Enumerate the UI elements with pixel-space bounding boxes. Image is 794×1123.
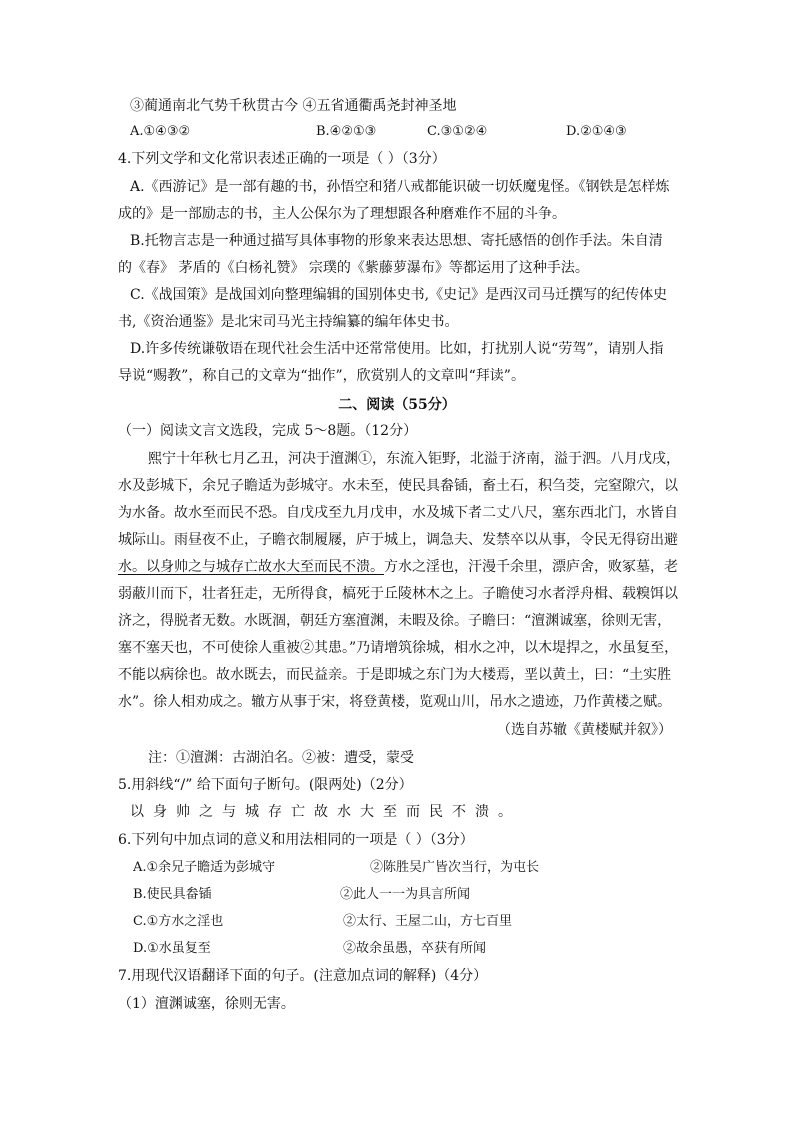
q6-option-a-left: A.①余兄子瞻适为彭城守 xyxy=(133,860,276,875)
q6-option-d-left: D.①水虽复至 xyxy=(133,941,211,956)
q5-stem: 5.用斜线“/” 给下面句子断句。(限两处)（2分） xyxy=(118,777,413,793)
q7-stem: 7.用现代汉语翻译下面的句子。(注意加点词的解释)（4分） xyxy=(118,968,488,984)
q3-option-d: D.②①④③ xyxy=(566,124,627,139)
passage-line-6: 弱蔽川而下，壮者狂走，无所得食，槁死于丘陵林木之上。子瞻使习水者浮舟楫、载糗饵以 xyxy=(118,586,678,602)
q6-option-b-left: B.使民具畚锸 xyxy=(133,887,212,902)
passage-source: （选自苏辙《黄楼赋并叙》） xyxy=(497,722,672,738)
q6-option-c-right: ②太行、王屋二山，方七百里 xyxy=(343,914,513,929)
q6-option-c-left: C.①方水之淫也 xyxy=(133,914,224,929)
passage-note: 注：①澶渊：古湖泊名。②被：遭受，蒙受 xyxy=(148,750,414,766)
q4-stem: 4.下列文学和文化常识表述正确的一项是（ ）（3分） xyxy=(118,151,446,167)
passage-line-5-rest: 方水之淫也，汗漫千余里，漂庐舍，败冢墓，老 xyxy=(384,559,678,575)
q4-option-a-line2: 成的》是一部励志的书，主人公保尔为了理想跟各种磨难作不屈的斗争。 xyxy=(118,206,566,222)
passage-line-1: 熙宁十年秋七月乙丑，河决于澶渊①，东流入钜野，北溢于济南，溢于泗。八月戊戌， xyxy=(148,451,680,467)
section-title: 二、阅读（55分） xyxy=(338,397,456,413)
passage-line-9: 不能以病徐也。故水既去，而民益亲。于是即城之东门为大楼焉，垩以黄土，曰：“土实胜 xyxy=(118,667,672,683)
passage-line-10: 水”。徐人相劝成之。辙方从事于宋，将登黄楼，览观山川，吊水之遗迹，乃作黄楼之赋。 xyxy=(118,694,672,710)
q5-sentence: 以身帅之与城存亡故水大至而民不溃。 xyxy=(130,804,521,820)
q3-options-line: ③蔺通南北气势千秋贯古今 ④五省通衢禹尧封神圣地 xyxy=(130,98,457,114)
passage-line-2: 水及彭城下，余兄子瞻适为彭城守。水未至，使民具畚锸，畜土石，积刍茭，完窒隙穴，以 xyxy=(118,478,678,494)
passage-line-4: 城际山。雨昼夜不止，子瞻衣制履屦，庐于城上，调急夫、发禁卒以从事，令民无得窃出避 xyxy=(118,532,678,548)
q4-option-b-line1: B.托物言志是一种通过描写具体事物的形象来表达思想、寄托感悟的创作手法。朱自清 xyxy=(130,233,663,249)
q4-option-c-line2: 书,《资治通鉴》是北宋司马光主持编纂的编年体史书。 xyxy=(118,314,459,330)
q6-option-a-right: ②陈胜吴广皆次当行，为屯长 xyxy=(370,860,540,875)
q3-option-b: B.④②①③ xyxy=(316,124,377,139)
q4-option-d-line2: 导说“赐教”，称自己的文章为“拙作”，欣赏别人的文章叫“拜读”。 xyxy=(118,368,525,384)
q6-option-d-right: ②故余虽愚，卒获有所闻 xyxy=(343,941,487,956)
q6-option-b-right: ②此人一一为具言所闻 xyxy=(340,887,471,902)
q3-option-a: A.①④③② xyxy=(130,124,191,139)
q3-option-c: C.③①②④ xyxy=(427,124,488,139)
part1-instruction: （一）阅读文言文选段，完成 5～8题。（12分） xyxy=(118,423,418,439)
q6-stem: 6.下列句中加点词的意义和用法相同的一项是（ ）（3分） xyxy=(118,832,474,848)
q7-item-1: （1）澶渊诚塞，徐则无害。 xyxy=(118,996,295,1012)
passage-line-5 xyxy=(118,557,678,577)
q4-option-d-line1: D.许多传统谦敬语在现代社会生活中还常常使用。比如，打扰别人说“劳驾”，请别人指 xyxy=(130,341,664,357)
q4-option-c-line1: C.《战国策》是战国刘向整理编辑的国别体史书,《史记》是西汉司马迁撰写的纪传体史 xyxy=(130,287,668,303)
passage-line-7: 济之，得脱者无数。水既涸，朝廷方塞澶渊，未暇及徐。子瞻曰：“澶渊诚塞，徐则无害， xyxy=(118,613,672,629)
underlined-sentence: 水。以身帅之与城存亡故水大至而民不溃。 xyxy=(118,559,384,575)
q4-option-a-line1: A.《西游记》是一部有趣的书，孙悟空和猪八戒都能识破一切妖魔鬼怪。《钢铁是怎样炼 xyxy=(130,179,670,195)
q4-option-b-line2: 的《春》 茅盾的《白杨礼赞》 宗璞的《紫藤萝瀑布》等都运用了这种手法。 xyxy=(118,260,589,276)
passage-line-3: 为水备。故水至而民不恐。自戊戌至九月戊申，水及城下者二丈八尺，塞东西北门，水皆自 xyxy=(118,505,678,521)
passage-line-8: 塞不塞天也，不可使徐人重被②其患。”乃请增筑徐城，相水之冲，以木堤捍之，水虽复至， xyxy=(118,640,679,656)
